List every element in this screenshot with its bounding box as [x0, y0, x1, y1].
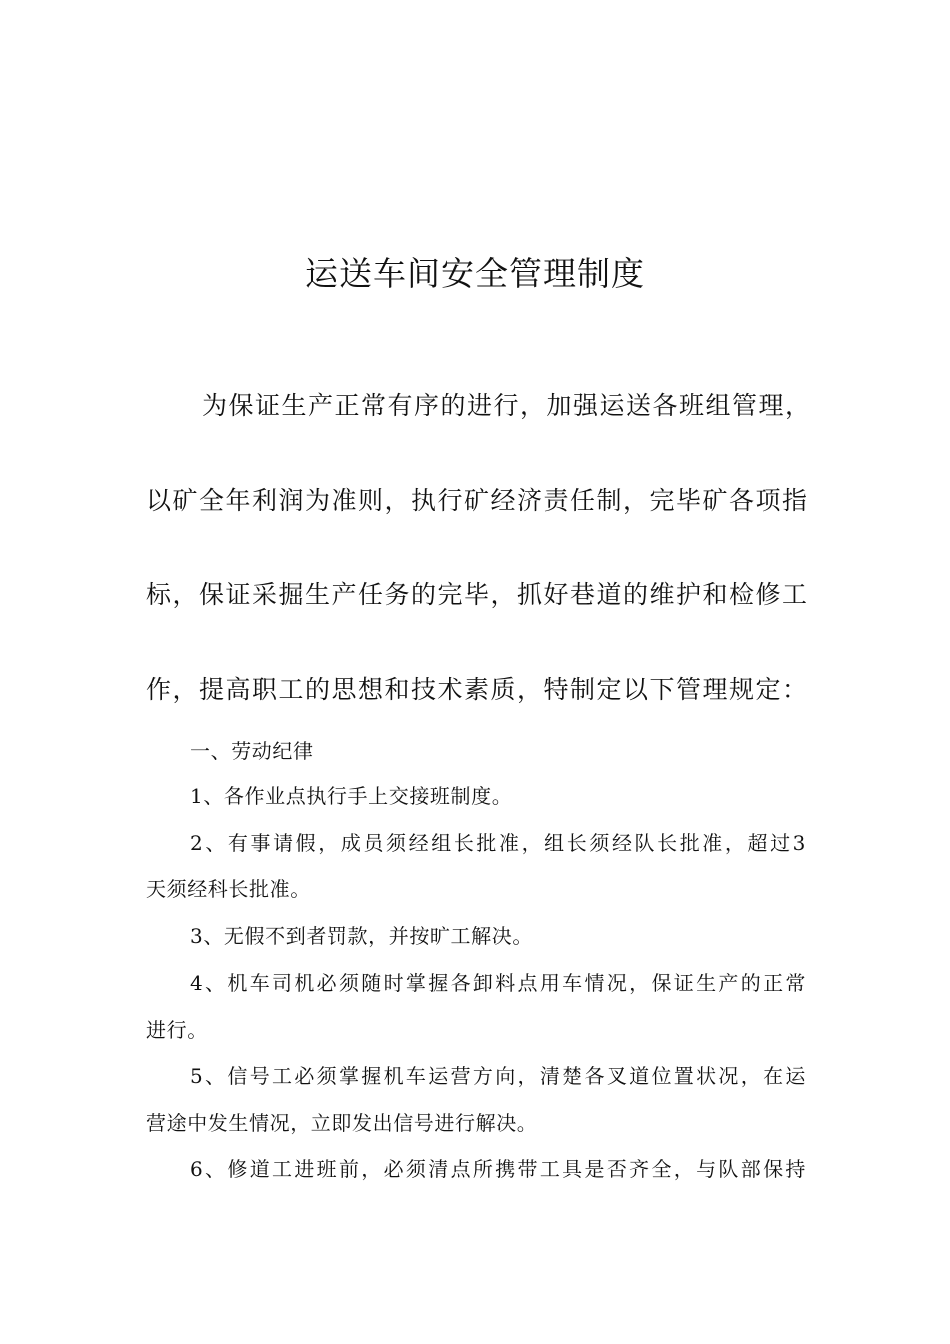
rule-item-2: 2、有事请假，成员须经组长批准，组长须经队长批准，超过3 [190, 831, 806, 855]
rule-item-6: 6、修道工进班前，必须清点所携带工具是否齐全，与队部保持 [190, 1157, 806, 1181]
rule-item-3: 3、无假不到者罚款，并按旷工解决。 [190, 924, 533, 948]
rule-item-5-cont: 营途中发生情况，立即发出信号进行解决。 [146, 1111, 538, 1135]
section-heading: 一、劳动纪律 [190, 739, 314, 763]
intro-line-2: 以矿全年利润为准则，执行矿经济责任制，完毕矿各项指 [146, 486, 809, 515]
rule-item-1: 1、各作业点执行手上交接班制度。 [190, 784, 513, 808]
document-title: 运送车间安全管理制度 [305, 254, 645, 293]
rule-item-2-cont: 天须经科长批准。 [146, 877, 311, 901]
intro-line-4: 作，提高职工的思想和技术素质，特制定以下管理规定： [146, 675, 809, 704]
intro-line-3: 标，保证采掘生产任务的完毕，抓好巷道的维护和检修工 [146, 580, 809, 609]
rule-item-5: 5、信号工必须掌握机车运营方向，清楚各叉道位置状况，在运 [190, 1064, 806, 1088]
rule-item-4-cont: 进行。 [146, 1018, 208, 1042]
intro-line-1: 为保证生产正常有序的进行，加强运送各班组管理， [202, 391, 812, 420]
rule-item-4: 4、机车司机必须随时掌握各卸料点用车情况，保证生产的正常 [190, 971, 806, 995]
